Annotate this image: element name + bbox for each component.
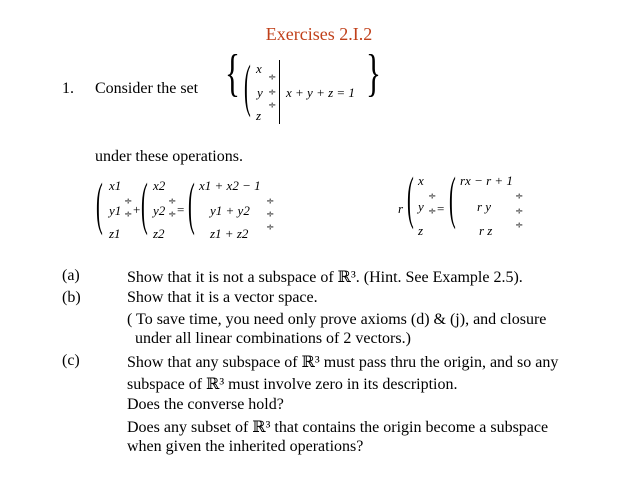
paren-icon: ( (407, 165, 414, 230)
tick-mark: ÷ (266, 196, 275, 207)
add-result-x: x1 + x2 − 1 (199, 178, 261, 193)
scalar-result-x: rx − r + 1 (460, 173, 513, 188)
part-line: under all linear combinations of 2 vectors.) (135, 330, 411, 347)
equals-sign: = (437, 201, 445, 216)
add-result-z: z1 + z2 (210, 226, 249, 241)
scalar-vector-x: x (418, 173, 424, 188)
add-right-x: x2 (153, 178, 166, 193)
tick-mark: ÷ (168, 209, 177, 220)
scalar-vector-y: y (418, 199, 424, 214)
part-label: (c) (62, 352, 80, 369)
add-left-x: x1 (109, 178, 122, 193)
scalar-r: r (398, 201, 404, 216)
paren-icon: ( (449, 165, 456, 230)
part-label: (a) (62, 267, 80, 284)
part-label: (b) (62, 289, 81, 306)
tick-mark: ÷ (268, 100, 277, 111)
page-title: Exercises 2.I.2 (265, 24, 373, 44)
set-vector-x: x (256, 61, 262, 76)
paren-icon: ( (96, 171, 103, 236)
left-brace: { (225, 45, 240, 102)
tick-mark: ÷ (268, 87, 277, 98)
set-divider (279, 60, 280, 124)
plus-sign: + (133, 202, 141, 217)
part-line: subspace of ℝ³ must involve zero in its description. (127, 376, 458, 393)
tick-mark: ÷ (515, 220, 524, 231)
set-vector-y: y (257, 85, 263, 100)
tick-mark: ÷ (124, 196, 133, 207)
set-condition: x + y + z = 1 (286, 85, 355, 100)
tick-mark: ÷ (266, 222, 275, 233)
set-vector-z: z (256, 108, 262, 123)
tick-mark: ÷ (515, 191, 524, 202)
add-left-z: z1 (109, 226, 121, 241)
add-left-y: y1 (109, 203, 122, 218)
right-brace: } (366, 45, 381, 102)
problem-number: 1. (62, 80, 74, 97)
part-line: Show that it is a vector space. (127, 289, 318, 306)
part-line: Does the converse hold? (127, 396, 284, 413)
tick-mark: ÷ (124, 209, 133, 220)
tick-mark: ÷ (428, 191, 437, 202)
consider-text: Consider the set (95, 80, 199, 97)
tick-mark: ÷ (168, 196, 177, 207)
set-vector-left-paren: ( (244, 53, 251, 118)
tick-mark: ÷ (266, 209, 275, 220)
add-right-y: y2 (153, 203, 166, 218)
add-right-z: z2 (153, 226, 165, 241)
part-line: when given the inherited operations? (127, 438, 364, 455)
paren-icon: ( (141, 171, 148, 236)
part-line: Does any subset of ℝ³ that contains the origin become a subspace (127, 419, 549, 436)
equals-sign: = (177, 202, 185, 217)
tick-mark: ÷ (515, 206, 524, 217)
part-line: Show that any subspace of ℝ³ must pass thru the origin, and so any (127, 354, 559, 371)
tick-mark: ÷ (268, 72, 277, 83)
add-result-y: y1 + y2 (210, 203, 250, 218)
part-line: ( To save time, you need only prove axioms (d) & (j), and closure (127, 311, 547, 328)
paren-icon: ( (188, 171, 195, 236)
part-line: Show that it is not a subspace of ℝ³. (Hint. See Example 2.5). (127, 269, 523, 286)
operations-text: under these operations. (95, 148, 243, 165)
scalar-result-y: r y (477, 199, 492, 214)
tick-mark: ÷ (428, 206, 437, 217)
scalar-vector-z: z (418, 223, 424, 238)
scalar-result-z: r z (479, 223, 493, 238)
